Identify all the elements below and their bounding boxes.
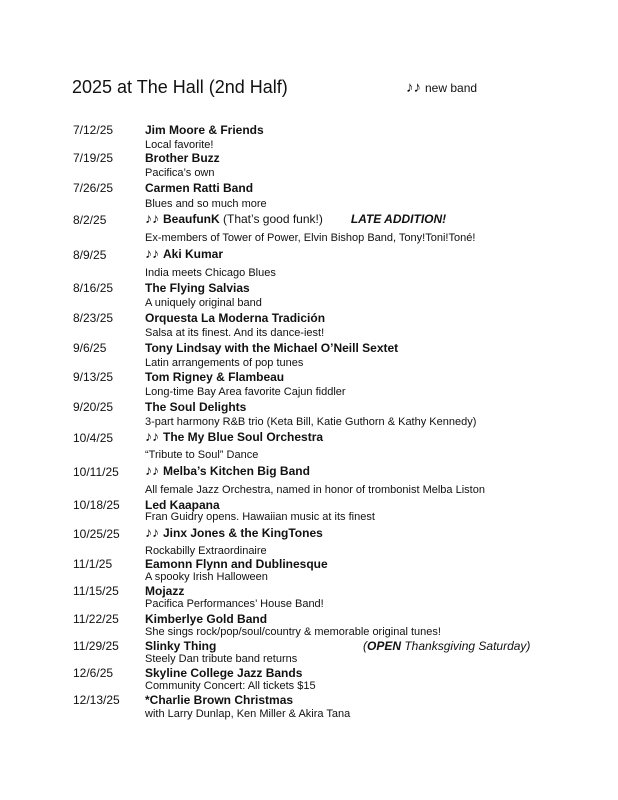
band-title: Slinky Thing: [145, 639, 217, 653]
music-note-icon: ♪♪: [145, 524, 159, 540]
event-date: 10/4/25: [73, 431, 114, 445]
band-title: Melba’s Kitchen Big Band: [163, 464, 310, 478]
music-note-icon: ♪♪: [406, 79, 421, 96]
music-note-icon: ♪♪: [145, 245, 159, 261]
event-date: 12/13/25: [73, 693, 120, 707]
band-title: Led Kaapana: [145, 498, 220, 512]
event-date: 10/25/25: [73, 527, 120, 541]
event-date: 9/13/25: [73, 370, 114, 384]
music-note-icon: ♪♪: [145, 210, 159, 226]
band-name: [145, 557, 328, 571]
band-name: [145, 666, 302, 680]
band-description: “Tribute to Soul” Dance: [145, 449, 259, 461]
band-name: [145, 693, 293, 707]
event-date: 12/6/25: [73, 666, 114, 680]
band-title: Jinx Jones & the KingTones: [163, 526, 323, 540]
event-date: 11/1/25: [73, 557, 113, 571]
band-description: Blues and so much more: [145, 198, 267, 210]
band-title: The My Blue Soul Orchestra: [163, 430, 324, 444]
event-date: 8/2/25: [73, 213, 107, 227]
event-date: 8/9/25: [73, 248, 107, 262]
band-description: Pacifica’s own: [145, 167, 215, 179]
band-title: Carmen Ratti Band: [145, 181, 254, 195]
band-description: A uniquely original band: [145, 297, 262, 309]
band-description: Salsa at its finest. And its dance-iest!: [145, 327, 325, 339]
event-date: 7/19/25: [73, 151, 114, 165]
event-date: 7/12/25: [73, 123, 114, 137]
band-title: Tony Lindsay with the Michael O’Neill Sextet: [145, 341, 399, 355]
band-description: with Larry Dunlap, Ken Miller & Akira Tana: [145, 708, 351, 720]
band-description: Latin arrangements of pop tunes: [145, 357, 304, 369]
band-name: [145, 311, 325, 325]
band-title: Skyline College Jazz Bands: [145, 666, 303, 680]
band-name: [145, 612, 267, 626]
band-description: Ex-members of Tower of Power, Elvin Bishop Band, Tony!Toni!Toné!: [145, 232, 476, 244]
band-name: [145, 462, 310, 478]
band-name: [145, 524, 323, 540]
band-name: [145, 428, 323, 444]
band-title: *Charlie Brown Christmas: [145, 693, 294, 707]
band-title: Kimberlye Gold Band: [145, 612, 268, 626]
event-date: 7/26/25: [73, 181, 114, 195]
band-description: Fran Guidry opens. Hawaiian music at its finest: [145, 511, 375, 523]
band-title: Mojazz: [145, 584, 185, 598]
band-description: Steely Dan tribute band returns: [145, 653, 298, 665]
note-open: OPEN: [367, 639, 402, 653]
band-name: [145, 639, 216, 653]
note-text: Thanksgiving Saturday): [401, 639, 531, 653]
band-title: The Soul Delights: [145, 400, 247, 414]
band-name: [145, 281, 250, 295]
band-name: [145, 245, 223, 261]
band-name: [145, 151, 220, 165]
band-title: Aki Kumar: [163, 247, 224, 261]
band-name: [145, 341, 398, 355]
band-name: [145, 210, 446, 226]
event-date: 8/23/25: [73, 311, 114, 325]
late-addition-label: LATE ADDITION!: [350, 212, 447, 226]
event-date: 11/22/25: [73, 612, 119, 626]
band-title: Tom Rigney & Flambeau: [145, 370, 285, 384]
band-title: BeaufunK: [163, 212, 220, 226]
band-description: Community Concert: All tickets $15: [145, 680, 316, 692]
event-note: [363, 639, 530, 653]
band-name: [145, 370, 284, 384]
band-description: 3-part harmony R&B trio (Keta Bill, Katie Guthorn & Kathy Kennedy): [145, 416, 477, 428]
band-description: Rockabilly Extraordinaire: [145, 545, 267, 557]
band-subtitle: (That’s good funk!): [219, 212, 323, 226]
band-description: India meets Chicago Blues: [145, 267, 276, 279]
legend: [406, 80, 477, 95]
band-description: Local favorite!: [145, 139, 214, 151]
band-description: Long-time Bay Area favorite Cajun fiddler: [145, 386, 346, 398]
band-name: [145, 498, 220, 512]
band-title: The Flying Salvias: [145, 281, 250, 295]
event-date: 11/15/25: [73, 584, 119, 598]
band-name: [145, 123, 264, 137]
band-name: [145, 400, 246, 414]
legend-label: new band: [425, 80, 478, 95]
event-date: 10/11/25: [73, 465, 119, 479]
event-date: 9/6/25: [73, 341, 107, 355]
note-paren: (: [363, 639, 367, 653]
band-description: She sings rock/pop/soul/country & memorable original tunes!: [145, 626, 441, 638]
band-title: Jim Moore & Friends: [145, 123, 264, 137]
event-date: 11/29/25: [73, 639, 119, 653]
band-description: All female Jazz Orchestra, named in honor of trombonist Melba Liston: [145, 484, 485, 496]
event-date: 10/18/25: [73, 498, 120, 512]
band-title: Orquesta La Moderna Tradición: [145, 311, 326, 325]
event-date: 8/16/25: [73, 281, 114, 295]
event-date: 9/20/25: [73, 400, 114, 414]
page-title: 2025 at The Hall (2nd Half): [72, 77, 288, 97]
band-title: Eamonn Flynn and Dublinesque: [145, 557, 328, 571]
band-description: A spooky Irish Halloween: [145, 571, 268, 583]
music-note-icon: ♪♪: [145, 428, 159, 444]
band-name: [145, 584, 184, 598]
band-name: [145, 181, 253, 195]
music-note-icon: ♪♪: [145, 462, 159, 478]
band-title: Brother Buzz: [145, 151, 220, 165]
band-description: Pacifica Performances’ House Band!: [145, 598, 324, 610]
